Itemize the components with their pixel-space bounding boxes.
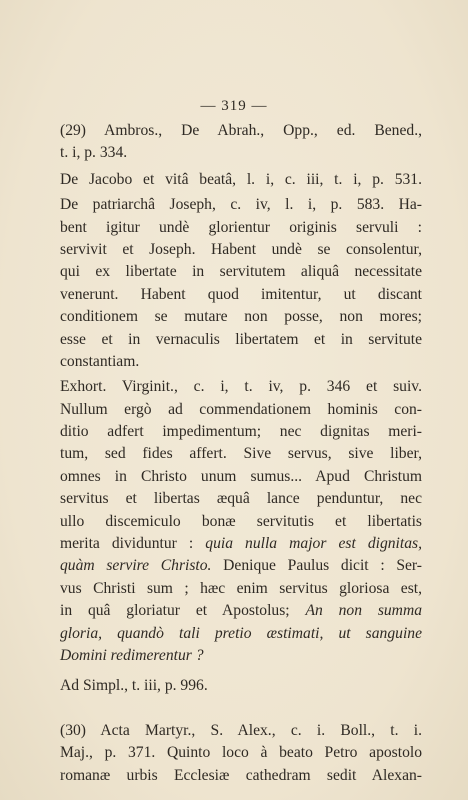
text-line: in quâ gloriatur et Apostolus; An non summa — [60, 602, 423, 620]
para-simpl — [60, 675, 422, 697]
text-line: Maj., p. 371. Quinto loco à beato Petro apostolo — [60, 744, 422, 762]
italic-quote: An non summa — [305, 602, 423, 620]
text-line: ditio adfert impedimentum; nec dignitas meri- — [60, 423, 422, 441]
italic-quote: quàm servire Christo. — [60, 557, 212, 575]
text-line: merita dividuntur : quia nulla major est dignitas, — [60, 535, 422, 553]
text-line: vus Christi sum ; hæc enim servitus gloriosa est, — [60, 579, 422, 597]
page-number: — 319 — — [200, 98, 268, 114]
text-line: romanæ urbis Ecclesiæ cathedram sedit Alexan- — [60, 766, 422, 784]
text-line: De patriarchâ Joseph, c. iv, l. i, p. 583. Ha- — [60, 196, 422, 214]
text-line: Ad Simpl., t. iii, p. 996. — [60, 677, 208, 695]
text-line: ullo discemiculo bonæ servitutis et libertatis — [60, 512, 422, 530]
text-line: esse et in vernaculis libertatem et in servitute — [60, 330, 422, 348]
text-line: t. i, p. 334. — [60, 144, 128, 162]
text-line: Nullum ergò ad commendationem hominis con- — [60, 400, 422, 418]
text-line: (30) Acta Martyr., S. Alex., c. i. Boll., t. i. — [60, 721, 422, 739]
text-line: quàm servire Christo. Denique Paulus dicit : Ser- — [60, 557, 423, 575]
text-line: servivit et Joseph. Habent undè se consolentur, — [60, 240, 422, 258]
text-line: bent igitur undè glorientur originis servuli : — [60, 218, 422, 236]
text-line: Exhort. Virginit., c. i, t. iv, p. 346 et suiv. — [60, 378, 422, 396]
text-line: constantiam. — [60, 352, 140, 370]
text-line: qui ex libertate in servitutem aliquâ necessitate — [60, 263, 422, 281]
note-30 — [60, 720, 422, 787]
text-line: gloria, quandò tali pretio æstimati, ut sanguine — [60, 624, 422, 642]
text-line: (29) Ambros., De Abrah., Opp., ed. Bened., — [60, 122, 422, 139]
text-line: De Jacobo et vitâ beatâ, l. i, c. iii, t. i, p. 531. — [60, 170, 422, 188]
text-line: omnes in Christo unum sumus... Apud Christum — [60, 467, 422, 485]
para-jacob — [60, 169, 422, 191]
text-block — [60, 120, 422, 787]
text-line: servitus et libertas æquâ lance penduntur, nec — [60, 490, 422, 508]
note-29 — [60, 120, 422, 165]
text-line: conditionem se mutare non posse, non mores; — [60, 308, 422, 326]
text-line: tum, sed fides affert. Sive servus, sive liber, — [60, 445, 422, 463]
text-line: Domini redimerentur ? — [60, 646, 204, 664]
italic-quote: quia nulla major est dignitas, — [205, 535, 422, 553]
para-exhort — [60, 376, 422, 667]
text-line: venerunt. Habent quod imitentur, ut discant — [60, 285, 422, 303]
para-joseph — [60, 194, 422, 373]
